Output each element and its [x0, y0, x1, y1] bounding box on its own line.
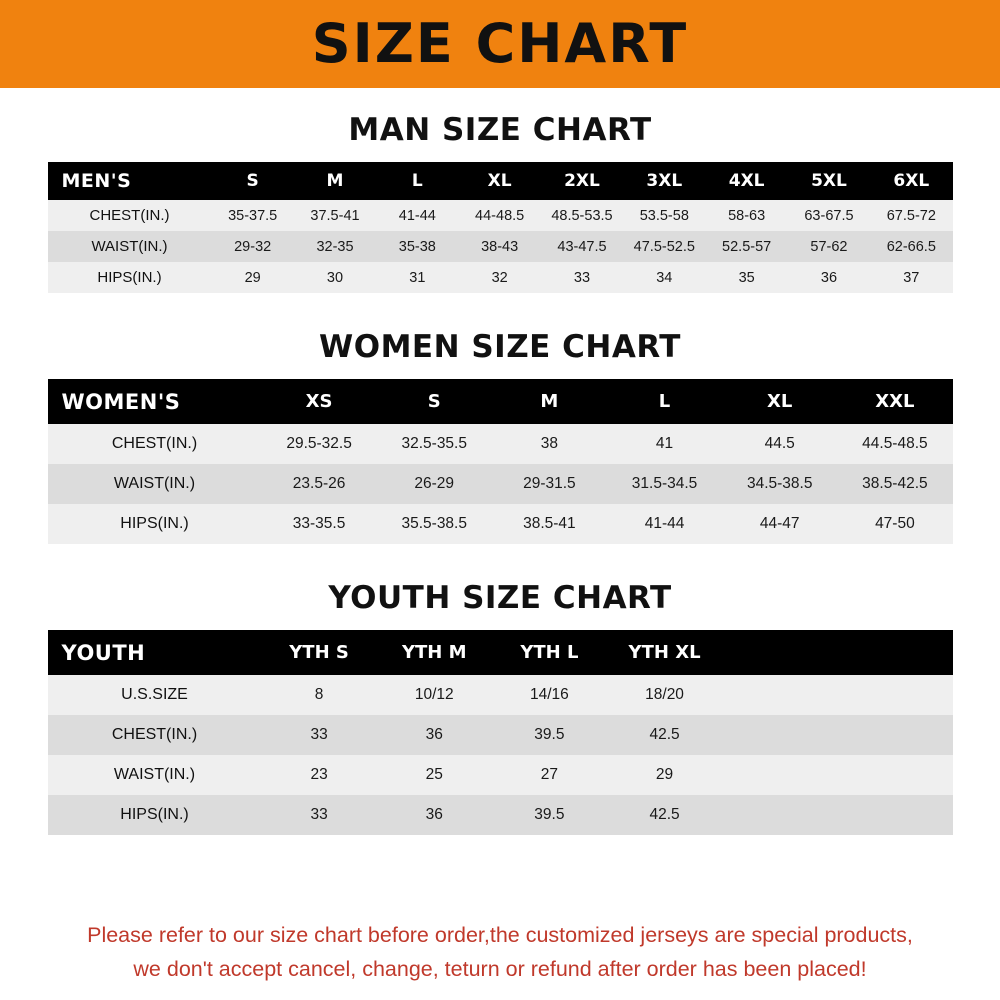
table-cell: 57-62: [788, 231, 870, 262]
table-cell: 25: [377, 755, 492, 795]
row-label: HIPS(IN.): [48, 262, 212, 293]
table-cell: 41-44: [376, 200, 458, 231]
table-cell: 27: [492, 755, 607, 795]
table-cell: 32.5-35.5: [377, 424, 492, 464]
table-header-row: [48, 379, 953, 424]
man-size-table: [48, 162, 953, 293]
table-cell: 36: [377, 795, 492, 835]
section-title-youth: YOUTH SIZE CHART: [328, 580, 672, 616]
table-row: [48, 464, 953, 504]
table-cell: 38-43: [458, 231, 540, 262]
table-header-row: [48, 630, 953, 675]
table-cell: 42.5: [607, 795, 722, 835]
column-header: YTH M: [377, 630, 492, 675]
column-header: XL: [458, 162, 540, 200]
column-header: M: [492, 379, 607, 424]
header-banner: [0, 0, 1000, 88]
empty-cell: [722, 675, 837, 715]
section-title-man: MAN SIZE CHART: [348, 112, 652, 148]
table-cell: 26-29: [377, 464, 492, 504]
empty-cell: [722, 795, 837, 835]
table-cell: 63-67.5: [788, 200, 870, 231]
column-header: 3XL: [623, 162, 705, 200]
empty-cell: [837, 755, 952, 795]
table-cell: 47.5-52.5: [623, 231, 705, 262]
table-row: [48, 231, 953, 262]
column-header: S: [212, 162, 294, 200]
footer-note: [0, 918, 1000, 986]
table-cell: 33: [262, 795, 377, 835]
empty-header-cell: [722, 630, 837, 675]
row-label: HIPS(IN.): [48, 504, 262, 544]
table-cell: 35: [705, 262, 787, 293]
column-header: 2XL: [541, 162, 623, 200]
table-cell: 30: [294, 262, 376, 293]
row-label: HIPS(IN.): [48, 795, 262, 835]
table-row: [48, 200, 953, 231]
empty-cell: [837, 715, 952, 755]
women-size-table: [48, 379, 953, 544]
table-row: [48, 795, 953, 835]
row-label: CHEST(IN.): [48, 715, 262, 755]
footer-note-line-1: Please refer to our size chart before order,the customized jerseys are special products,: [87, 923, 913, 947]
column-header: M: [294, 162, 376, 200]
table-cell: 35-37.5: [212, 200, 294, 231]
table-cell: 10/12: [377, 675, 492, 715]
table-cell: 29-32: [212, 231, 294, 262]
column-header: XXL: [837, 379, 952, 424]
column-header: L: [376, 162, 458, 200]
table-cell: 35.5-38.5: [377, 504, 492, 544]
table-cell: 38.5-41: [492, 504, 607, 544]
empty-cell: [837, 675, 952, 715]
table-cell: 31.5-34.5: [607, 464, 722, 504]
table-cell: 23: [262, 755, 377, 795]
row-label: WAIST(IN.): [48, 464, 262, 504]
table-cell: 31: [376, 262, 458, 293]
column-header: XL: [722, 379, 837, 424]
table-cell: 53.5-58: [623, 200, 705, 231]
table-cell: 43-47.5: [541, 231, 623, 262]
column-header: 5XL: [788, 162, 870, 200]
table-row: [48, 755, 953, 795]
table-row: [48, 715, 953, 755]
table-cell: 44-48.5: [458, 200, 540, 231]
table-cell: 44.5: [722, 424, 837, 464]
table-cell: 29-31.5: [492, 464, 607, 504]
column-header: L: [607, 379, 722, 424]
column-header: YTH S: [262, 630, 377, 675]
table-cell: 44.5-48.5: [837, 424, 952, 464]
table-cell: 36: [788, 262, 870, 293]
corner-label: YOUTH: [48, 630, 262, 675]
column-header: YTH L: [492, 630, 607, 675]
table-row: [48, 262, 953, 293]
table-cell: 29.5-32.5: [262, 424, 377, 464]
table-cell: 37: [870, 262, 952, 293]
corner-label: WOMEN'S: [48, 379, 262, 424]
table-header-row: [48, 162, 953, 200]
table-cell: 38: [492, 424, 607, 464]
table-cell: 35-38: [376, 231, 458, 262]
column-header: XS: [262, 379, 377, 424]
man-size-table-wrap: [48, 162, 953, 293]
youth-size-table: [48, 630, 953, 835]
table-cell: 39.5: [492, 795, 607, 835]
table-cell: 41-44: [607, 504, 722, 544]
table-cell: 33: [541, 262, 623, 293]
table-cell: 37.5-41: [294, 200, 376, 231]
table-cell: 36: [377, 715, 492, 755]
youth-size-table-wrap: [48, 630, 953, 835]
women-size-table-wrap: [48, 379, 953, 544]
footer-note-line-2: we don't accept cancel, change, teturn or refund after order has been placed!: [133, 957, 867, 981]
page-title: SIZE CHART: [311, 12, 689, 75]
table-cell: 41: [607, 424, 722, 464]
table-cell: 32-35: [294, 231, 376, 262]
table-row: [48, 504, 953, 544]
table-cell: 32: [458, 262, 540, 293]
table-cell: 67.5-72: [870, 200, 952, 231]
table-cell: 18/20: [607, 675, 722, 715]
table-row: [48, 675, 953, 715]
table-cell: 62-66.5: [870, 231, 952, 262]
table-cell: 42.5: [607, 715, 722, 755]
table-cell: 34: [623, 262, 705, 293]
table-cell: 38.5-42.5: [837, 464, 952, 504]
empty-cell: [722, 715, 837, 755]
table-cell: 58-63: [705, 200, 787, 231]
table-cell: 48.5-53.5: [541, 200, 623, 231]
corner-label: MEN'S: [48, 162, 212, 200]
table-cell: 29: [607, 755, 722, 795]
table-cell: 33: [262, 715, 377, 755]
table-cell: 44-47: [722, 504, 837, 544]
empty-cell: [837, 795, 952, 835]
row-label: WAIST(IN.): [48, 755, 262, 795]
table-cell: 39.5: [492, 715, 607, 755]
row-label: CHEST(IN.): [48, 424, 262, 464]
column-header: 6XL: [870, 162, 952, 200]
table-cell: 52.5-57: [705, 231, 787, 262]
column-header: 4XL: [705, 162, 787, 200]
table-cell: 34.5-38.5: [722, 464, 837, 504]
row-label: WAIST(IN.): [48, 231, 212, 262]
table-row: [48, 424, 953, 464]
table-cell: 29: [212, 262, 294, 293]
table-cell: 33-35.5: [262, 504, 377, 544]
row-label: CHEST(IN.): [48, 200, 212, 231]
table-cell: 14/16: [492, 675, 607, 715]
column-header: YTH XL: [607, 630, 722, 675]
column-header: S: [377, 379, 492, 424]
table-cell: 47-50: [837, 504, 952, 544]
row-label: U.S.SIZE: [48, 675, 262, 715]
empty-cell: [722, 755, 837, 795]
empty-header-cell: [837, 630, 952, 675]
table-cell: 8: [262, 675, 377, 715]
section-title-women: WOMEN SIZE CHART: [319, 329, 681, 365]
table-cell: 23.5-26: [262, 464, 377, 504]
